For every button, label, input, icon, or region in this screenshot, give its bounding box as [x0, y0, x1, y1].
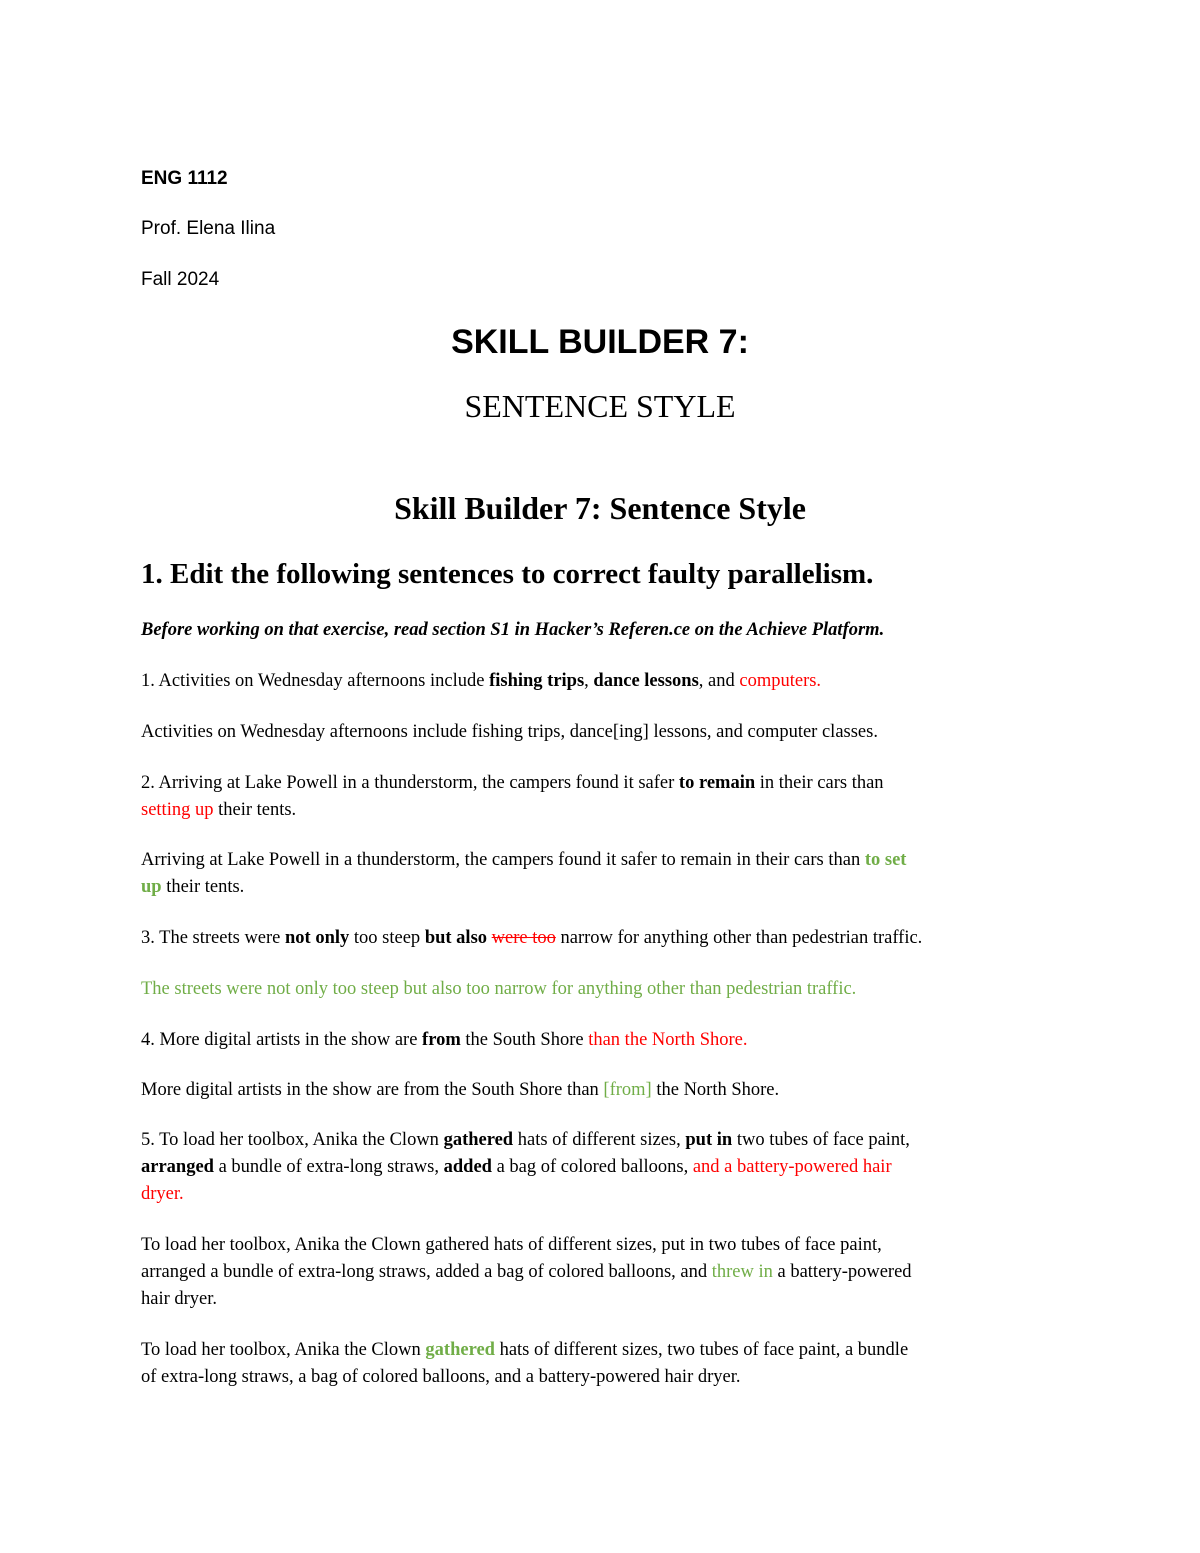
sub-title: SENTENCE STYLE [464, 388, 736, 424]
answer-5: To load her toolbox, Anika the Clown gathered hats of different sizes, put in two tubes of face paint, arranged a bundle of extra-long straws, added a bag of colored balloons, and threw in a battery-powered hair dryer. [141, 1235, 912, 1309]
question-2: 2. Arriving at Lake Powell in a thunderstorm, the campers found it safer to remain in their cars than setting up their tents. [141, 773, 884, 820]
term: Fall 2024 [141, 269, 220, 290]
page-heading: Skill Builder 7: Sentence Style [394, 490, 806, 526]
question-5: 5. To load her toolbox, Anika the Clown gathered hats of different sizes, put in two tubes of face paint, arranged a bundle of extra-long straws, added a bag of colored balloons, and a battery-powered hair dryer. [141, 1130, 910, 1204]
question-4: 4. More digital artists in the show are from the South Shore than the North Shore. [141, 1030, 748, 1050]
answer-3: The streets were not only too steep but also too narrow for anything other than pedestrian traffic. [141, 979, 857, 999]
answer-5-alternative: To load her toolbox, Anika the Clown gathered hats of different sizes, two tubes of face paint, a bundle of extra-long straws, a bag of colored balloons, and a battery-powered hair dryer. [141, 1340, 909, 1387]
course-code: ENG 1112 [141, 168, 228, 189]
question-3: 3. The streets were not only too steep but also were too narrow for anything other than pedestrian traffic. [141, 928, 923, 948]
question-1: 1. Activities on Wednesday afternoons include fishing trips, dance lessons, and computers. [141, 671, 822, 691]
answer-4: More digital artists in the show are from the South Shore than [from] the North Shore. [141, 1080, 780, 1100]
section-instruction: Before working on that exercise, read section S1 in Hacker’s Referen.ce on the Achieve Platform. [141, 620, 885, 640]
answer-1: Activities on Wednesday afternoons include fishing trips, dance[ing] lessons, and computer classes. [141, 722, 878, 742]
section-heading: 1. Edit the following sentences to correct faulty parallelism. [141, 558, 874, 590]
answer-2: Arriving at Lake Powell in a thunderstorm, the campers found it safer to remain in their cars than to set up their tents. [141, 850, 907, 897]
professor-name: Prof. Elena Ilina [141, 218, 276, 239]
main-title: SKILL BUILDER 7: [451, 323, 749, 361]
